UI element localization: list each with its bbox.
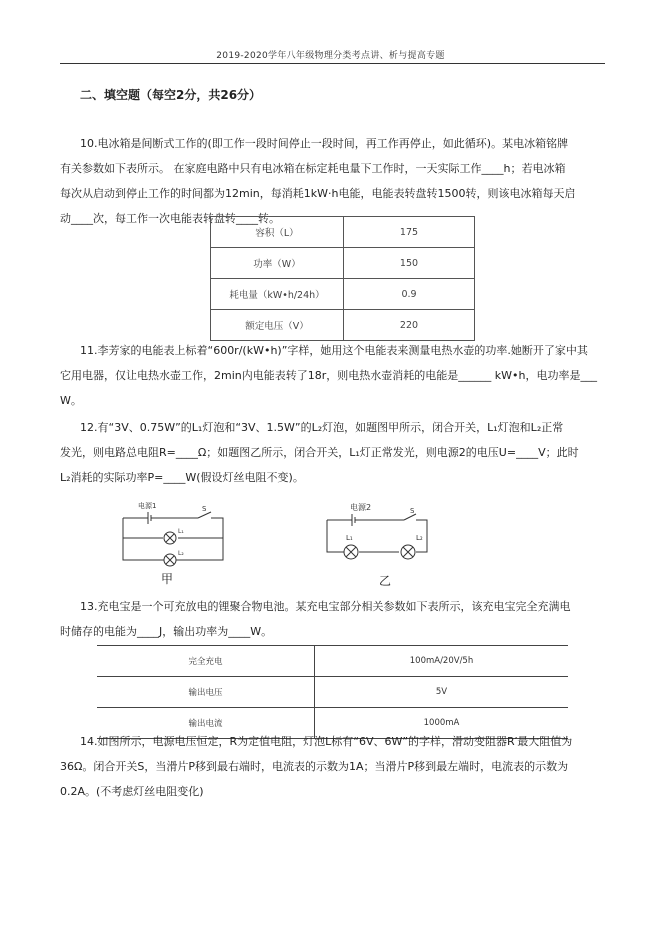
- circuit-diagram-a: [118, 498, 228, 568]
- table-row: [97, 646, 568, 677]
- table-cell: 100mA/20V/5h: [315, 646, 569, 677]
- source-label: 电源2: [350, 503, 372, 512]
- figure-caption-a: 甲: [161, 572, 174, 586]
- question-12: [60, 415, 608, 490]
- fridge-spec-table: [210, 216, 475, 341]
- powerbank-spec-table: [97, 645, 568, 739]
- q14-line: 0.2A。(不考虑灯丝电阻变化): [60, 785, 204, 798]
- table-cell: 150: [344, 248, 475, 279]
- q11-line: 11.李芳家的电能表上标着“600r/(kW•h)”字样，她用这个电能表来测量电热水壶的功率.她断开了家中其: [80, 344, 588, 357]
- q12-line: 12.有“3V、0.75W”的L₁灯泡和“3V、1.5W”的L₂灯泡，如题图甲所示，闭合开关，L₁灯泡和L₂正常: [80, 421, 564, 434]
- section-title: 二、填空题（每空2分，共26分）: [80, 88, 262, 102]
- table-cell: 输出电压: [97, 677, 315, 708]
- table-row: [211, 217, 475, 248]
- q14-line: 36Ω。闭合开关S，当滑片P移到最右端时，电流表的示数为1A；当滑片P移到最左端时，电流表的示数为: [60, 760, 569, 773]
- lamp-label: L₂: [416, 534, 423, 542]
- lamp-label: L₁: [178, 528, 184, 535]
- q10-line: 10.电冰箱是间断式工作的(即工作一段时间停止一段时间，再工作再停止，如此循环)。某电冰箱铭牌: [80, 137, 569, 150]
- header-divider: [60, 63, 605, 64]
- table-cell: 耗电量（kW•h/24h）: [211, 279, 344, 310]
- q14-line: 14.如图所示，电源电压恒定，R为定值电阻，灯泡L标有“6V、6W”的字样，滑动变阻器R′最大阻值为: [80, 735, 573, 748]
- page-header: 2019-2020学年八年级物理分类考点讲、析与提高专题: [216, 51, 445, 61]
- table-row: [211, 310, 475, 341]
- q11-line: W。: [60, 394, 82, 407]
- q12-line: L₂消耗的实际功率P=____W(假设灯丝电阻不变)。: [60, 471, 304, 484]
- circuit-diagram-b: [322, 500, 432, 565]
- q12-line: 发光，则电路总电阻R=____Ω；如题图乙所示，闭合开关，L₁灯正常发光，则电源2的电压U=____V；此时: [60, 446, 579, 459]
- table-cell: 容积（L）: [211, 217, 344, 248]
- table-cell: 220: [344, 310, 475, 341]
- q10-line: 动____次，每工作一次电能表转盘转____转。: [60, 212, 280, 225]
- lamp-label: L₁: [346, 534, 353, 542]
- table-cell: 输出电流: [97, 708, 315, 739]
- table-row: [211, 279, 475, 310]
- table-cell: 功率（W）: [211, 248, 344, 279]
- table-cell: 175: [344, 217, 475, 248]
- table-row: [211, 248, 475, 279]
- question-14: [60, 729, 608, 804]
- source-label: 电源1: [138, 502, 157, 510]
- table-cell: 完全充电: [97, 646, 315, 677]
- q11-line: 它用电器，仅让电热水壶工作，2min内电能表转了18r，则电热水壶消耗的电能是______ kW•h，电功率是___: [60, 369, 597, 382]
- q10-line: 每次从启动到停止工作的时间都为12min，每消耗1kW·h电能，电能表转盘转1500转，则该电冰箱每天启: [60, 187, 576, 200]
- switch-label: S: [410, 507, 415, 515]
- table-cell: 5V: [315, 677, 569, 708]
- table-row: [97, 677, 568, 708]
- q10-line: 有关参数如下表所示。 在家庭电路中只有电冰箱在标定耗电量下工作时，一天实际工作____h；若电冰箱: [60, 162, 566, 175]
- switch-label: S: [202, 505, 207, 513]
- q13-line: 时储存的电能为____J，输出功率为____W。: [60, 625, 273, 638]
- question-11: [60, 338, 608, 413]
- table-cell: 0.9: [344, 279, 475, 310]
- figure-caption-b: 乙: [379, 574, 392, 588]
- q13-line: 13.充电宝是一个可充放电的锂聚合物电池。某充电宝部分相关参数如下表所示，该充电宝完全充满电: [80, 600, 571, 613]
- question-13: [60, 594, 608, 644]
- lamp-label: L₂: [178, 550, 184, 557]
- table-cell: 1000mA: [315, 708, 569, 739]
- table-cell: 额定电压（V）: [211, 310, 344, 341]
